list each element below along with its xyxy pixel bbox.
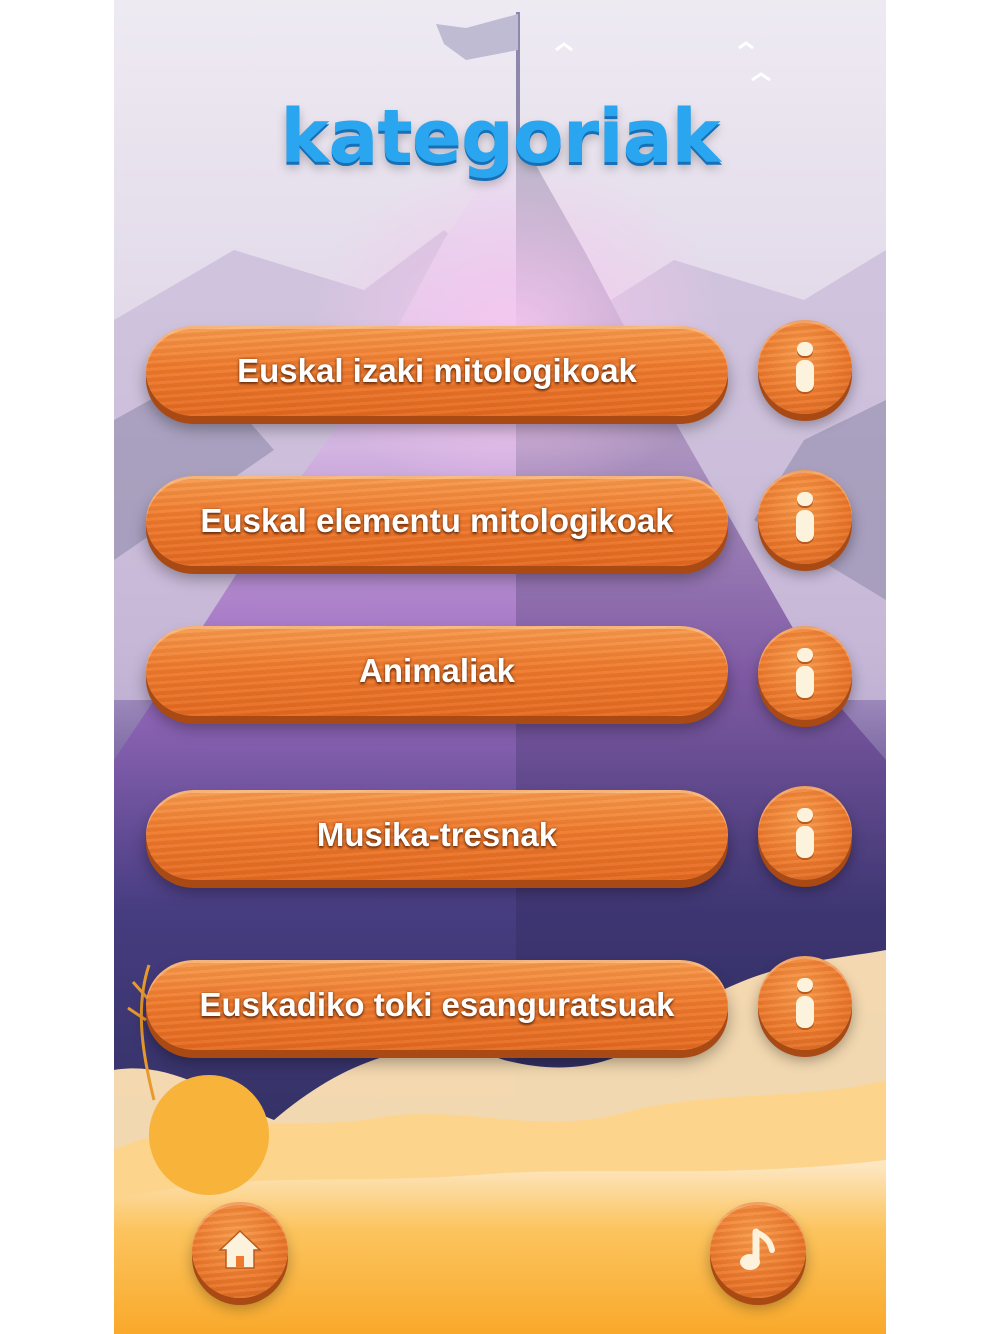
home-icon bbox=[217, 1228, 263, 1272]
category-button-izaki-mitologikoak[interactable] bbox=[146, 326, 728, 416]
info-button-animaliak[interactable] bbox=[758, 626, 852, 720]
category-button-toki-esanguratsuak[interactable] bbox=[146, 960, 728, 1050]
category-label: Euskal izaki mitologikoak bbox=[237, 352, 637, 389]
category-label: Euskadiko toki esanguratsuak bbox=[199, 986, 675, 1023]
category-button-musika-tresnak[interactable] bbox=[146, 790, 728, 880]
info-button-izaki-mitologikoak[interactable] bbox=[758, 320, 852, 414]
category-button-animaliak[interactable] bbox=[146, 626, 728, 716]
info-icon bbox=[796, 342, 814, 392]
music-button[interactable] bbox=[710, 1202, 806, 1298]
home-button[interactable] bbox=[192, 1202, 288, 1298]
category-label: Euskal elementu mitologikoak bbox=[200, 502, 674, 539]
info-button-toki-esanguratsuak[interactable] bbox=[758, 956, 852, 1050]
category-button-elementu-mitologikoak[interactable] bbox=[146, 476, 728, 566]
info-button-musika-tresnak[interactable] bbox=[758, 786, 852, 880]
page-title: kategoriak bbox=[280, 94, 720, 180]
category-label: Animaliak bbox=[359, 652, 515, 689]
info-icon bbox=[796, 492, 814, 542]
categories-screen bbox=[114, 0, 886, 1334]
info-icon bbox=[796, 978, 814, 1028]
info-button-elementu-mitologikoak[interactable] bbox=[758, 470, 852, 564]
info-icon bbox=[796, 808, 814, 858]
info-icon bbox=[796, 648, 814, 698]
music-note-icon bbox=[736, 1226, 780, 1274]
category-label: Musika-tresnak bbox=[316, 816, 558, 853]
